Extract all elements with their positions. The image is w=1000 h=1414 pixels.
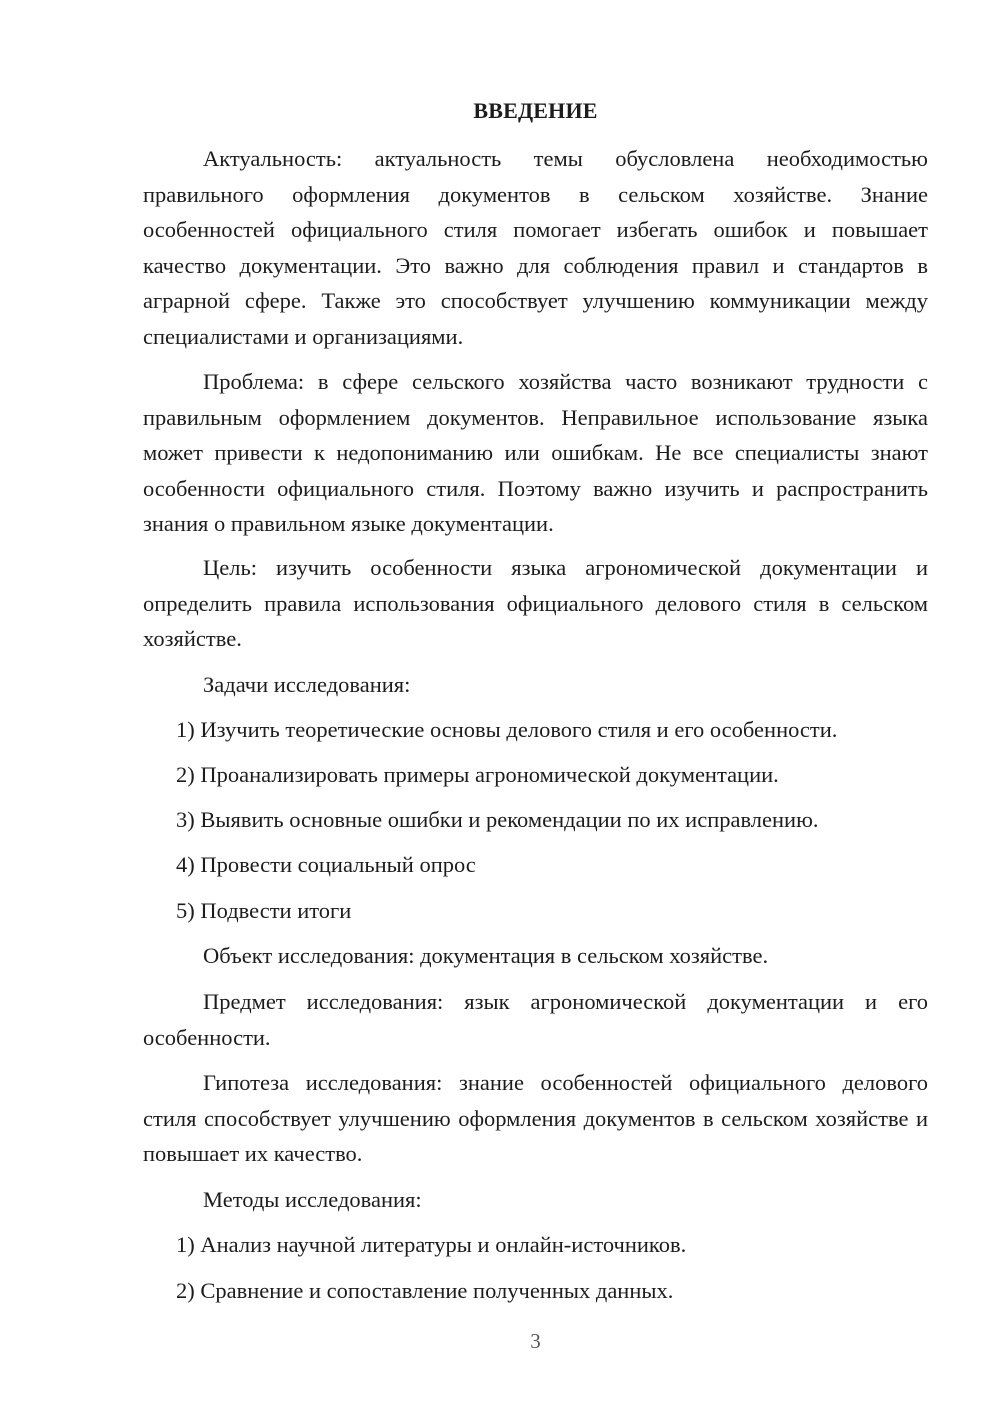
object-paragraph: Объект исследования: документация в сельском хозяйстве.: [203, 943, 769, 968]
hypothesis-paragraph: Гипотеза исследования: знание особенностей официального делового стиля способствует улучшению оформления документов в сельском хозяйстве и повышает их качество.: [143, 1070, 928, 1166]
task-item-4: 4) Провести социальный опрос: [176, 852, 476, 877]
page-number: 3: [530, 1329, 541, 1353]
tasks-title: Задачи исследования:: [203, 672, 411, 697]
relevance-paragraph: Актуальность: актуальность темы обусловлена необходимостью правильного оформления документов в сельском хозяйстве. Знание особенностей официального стиля помогает избегать ошибок и повышает качество документации. Это важно для соблюдения правил и стандартов в аграрной сфере. Также это способствует улучшению коммуникации между специалистами и организациями.: [143, 146, 928, 349]
subject-paragraph: Предмет исследования: язык агрономической документации и его особенности.: [143, 989, 928, 1050]
task-item-3: 3) Выявить основные ошибки и рекомендации по их исправлению.: [176, 807, 819, 832]
task-item-2: 2) Проанализировать примеры агрономической документации.: [176, 762, 779, 787]
problem-paragraph: Проблема: в сфере сельского хозяйства часто возникают трудности с правильным оформлением документов. Неправильное использование языка может привести к недопониманию или ошибкам. Не все специалисты знают особенности официального стиля. Поэтому важно изучить и распространить знания о правильном языке документации.: [143, 369, 928, 536]
task-item-5: 5) Подвести итоги: [176, 898, 352, 923]
method-item-1: 1) Анализ научной литературы и онлайн-источников.: [176, 1232, 687, 1257]
method-item-2: 2) Сравнение и сопоставление полученных данных.: [176, 1278, 674, 1303]
goal-paragraph: Цель: изучить особенности языка агрономической документации и определить правила использования официального делового стиля в сельском хозяйстве.: [143, 555, 928, 651]
task-item-1: 1) Изучить теоретические основы делового стиля и его особенности.: [176, 717, 838, 742]
section-heading: ВВЕДЕНИЕ: [473, 98, 598, 123]
methods-title: Методы исследования:: [203, 1187, 422, 1212]
